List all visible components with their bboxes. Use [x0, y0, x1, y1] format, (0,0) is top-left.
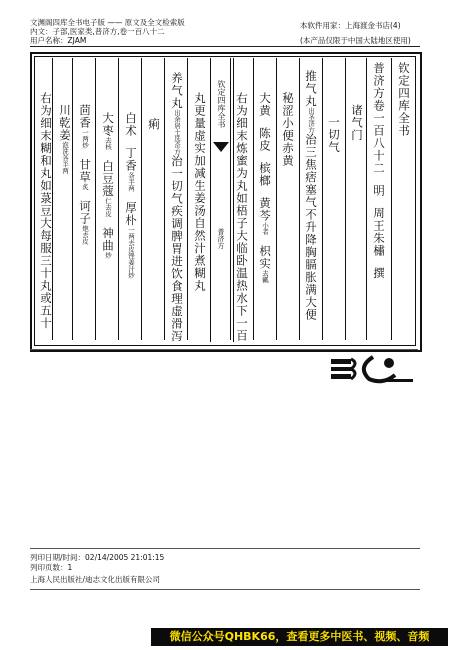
header-rule — [30, 46, 420, 47]
herb-12-note: 一两炒 — [81, 129, 89, 149]
text-column-16: 右为细末糊和丸如菉豆大每服三十丸或五十 — [39, 92, 53, 330]
formula-text-2: 治一切气疾调脾胃进饮食理虚滑泻 — [170, 155, 184, 343]
herb-10-note: 仁去皮 — [104, 197, 112, 217]
licensee-text: 本软件用家：上海渡金书店(4) — [300, 21, 401, 30]
herb-7: 丁香 — [124, 147, 138, 172]
dynasty: 明 — [372, 184, 386, 197]
text-column-13 — [98, 112, 118, 259]
herb-6: 白术 — [124, 112, 138, 137]
column-divider — [164, 58, 165, 340]
column-divider — [345, 58, 346, 340]
column-divider — [95, 58, 96, 340]
column-divider — [187, 58, 188, 340]
herb-7-note: 各半两 — [127, 172, 135, 192]
text-column-4: 一切气 — [327, 116, 341, 154]
herb-8-note: 一两去皮锉姜汁炒 — [127, 226, 135, 279]
column-divider — [72, 58, 73, 340]
herb-9-note: 去核 — [104, 137, 112, 150]
text-column-14 — [75, 104, 95, 245]
user-value: ZJAM — [67, 36, 87, 45]
footer-rule — [30, 548, 420, 549]
volume-title: 普济方卷一百八十二 — [372, 62, 386, 175]
herb-14-note: 炮去皮 — [81, 225, 89, 245]
source-note: 出圣济方 — [307, 107, 315, 134]
column-divider — [118, 58, 119, 340]
herb-5-note: 去瓤 — [261, 270, 269, 283]
herb-5: 枳实 — [258, 245, 272, 270]
formula-text: 治三焦痞塞气不升降胸膈胀满大便 — [304, 133, 318, 321]
text-column-15 — [55, 104, 75, 174]
herb-4-note: 小者 — [261, 222, 269, 235]
column-divider — [391, 58, 392, 340]
source-note-2: 出余居士选奇方 — [173, 109, 181, 155]
herb-13: 甘草 — [78, 158, 92, 184]
herb-15: 川乾姜 — [58, 104, 72, 142]
text-column-3: 诸气门 — [350, 104, 364, 142]
herb-9: 大枣 — [101, 112, 115, 137]
herb-11: 神曲 — [101, 227, 115, 252]
wechat-banner: 微信公众号QHBK66，查看更多中医书、视频、音频 — [151, 628, 448, 646]
column-divider — [141, 58, 142, 340]
header-title: 文渊阁四库全书电子版 —— 原文及全文检索版 — [30, 18, 185, 27]
formula-name-2: 养气丸 — [170, 72, 184, 110]
text-column-5 — [301, 70, 321, 321]
publisher-text: 上海人民出版社/迪志文化出版有限公司 — [30, 575, 161, 584]
region-limit-note: (本产品仅限于中国大陆地区使用) — [300, 36, 411, 45]
print-pages-label: 列印页数： — [30, 563, 68, 572]
author-verb: 撰 — [372, 267, 386, 280]
text-column-7 — [255, 92, 275, 283]
text-column-12 — [121, 112, 141, 279]
column-divider — [366, 58, 367, 340]
frame-bottom-rule — [30, 349, 418, 350]
user-label: 用户名称： — [30, 36, 68, 45]
herb-11-note: 炒 — [104, 252, 112, 259]
herb-15-note: 泡洗各半两 — [61, 141, 69, 174]
text-column-1: 钦定四库全书 — [397, 62, 411, 137]
formula-name: 推气丸 — [304, 70, 318, 108]
column-divider — [322, 58, 323, 340]
print-pages — [30, 563, 72, 573]
herb-2: 陈皮 — [258, 127, 272, 152]
text-column-11: 痢 — [147, 118, 161, 131]
herb-10: 白豆蔻 — [101, 160, 115, 198]
text-column-2 — [369, 62, 389, 342]
text-column-9: 丸更量虚实加减生姜汤自然汁煮糊丸 — [193, 92, 207, 292]
text-column-8: 右为细末炼蜜为丸如梧子大临卧温热水下一百 — [235, 92, 249, 342]
herb-4: 黄芩 — [258, 197, 272, 222]
print-date-value: 02/14/2005 21:01:15 — [85, 553, 165, 562]
publisher-logo-icon — [327, 353, 417, 385]
herb-3: 槟榔 — [258, 162, 272, 187]
fold-edge-subtitle: 普济方 — [217, 228, 225, 249]
herb-14: 诃子 — [78, 200, 92, 225]
text-column-10 — [167, 72, 187, 343]
print-date-label: 列印日期/时间： — [30, 553, 86, 562]
herb-13-note: 炙 — [81, 183, 89, 190]
column-divider — [253, 58, 254, 340]
column-divider — [299, 58, 300, 340]
herb-12: 茴香 — [78, 104, 92, 129]
fold-edge-title: 钦定四库全书 — [217, 80, 226, 128]
print-pages-value: 1 — [67, 563, 73, 572]
footer-bottom-rule — [30, 589, 420, 590]
text-column-6: 秘涩小便赤黄 — [281, 92, 295, 167]
herb-8: 厚朴 — [124, 201, 138, 227]
column-divider — [276, 58, 277, 340]
header-user — [30, 36, 86, 45]
herb-1: 大黄 — [258, 92, 272, 117]
header-content-path: 内文：子部,医家类,普济方,卷一百八十二 — [30, 27, 165, 36]
author: 周王朱橚 — [372, 207, 386, 257]
print-date — [30, 553, 164, 563]
fishtail-mark — [213, 142, 229, 152]
